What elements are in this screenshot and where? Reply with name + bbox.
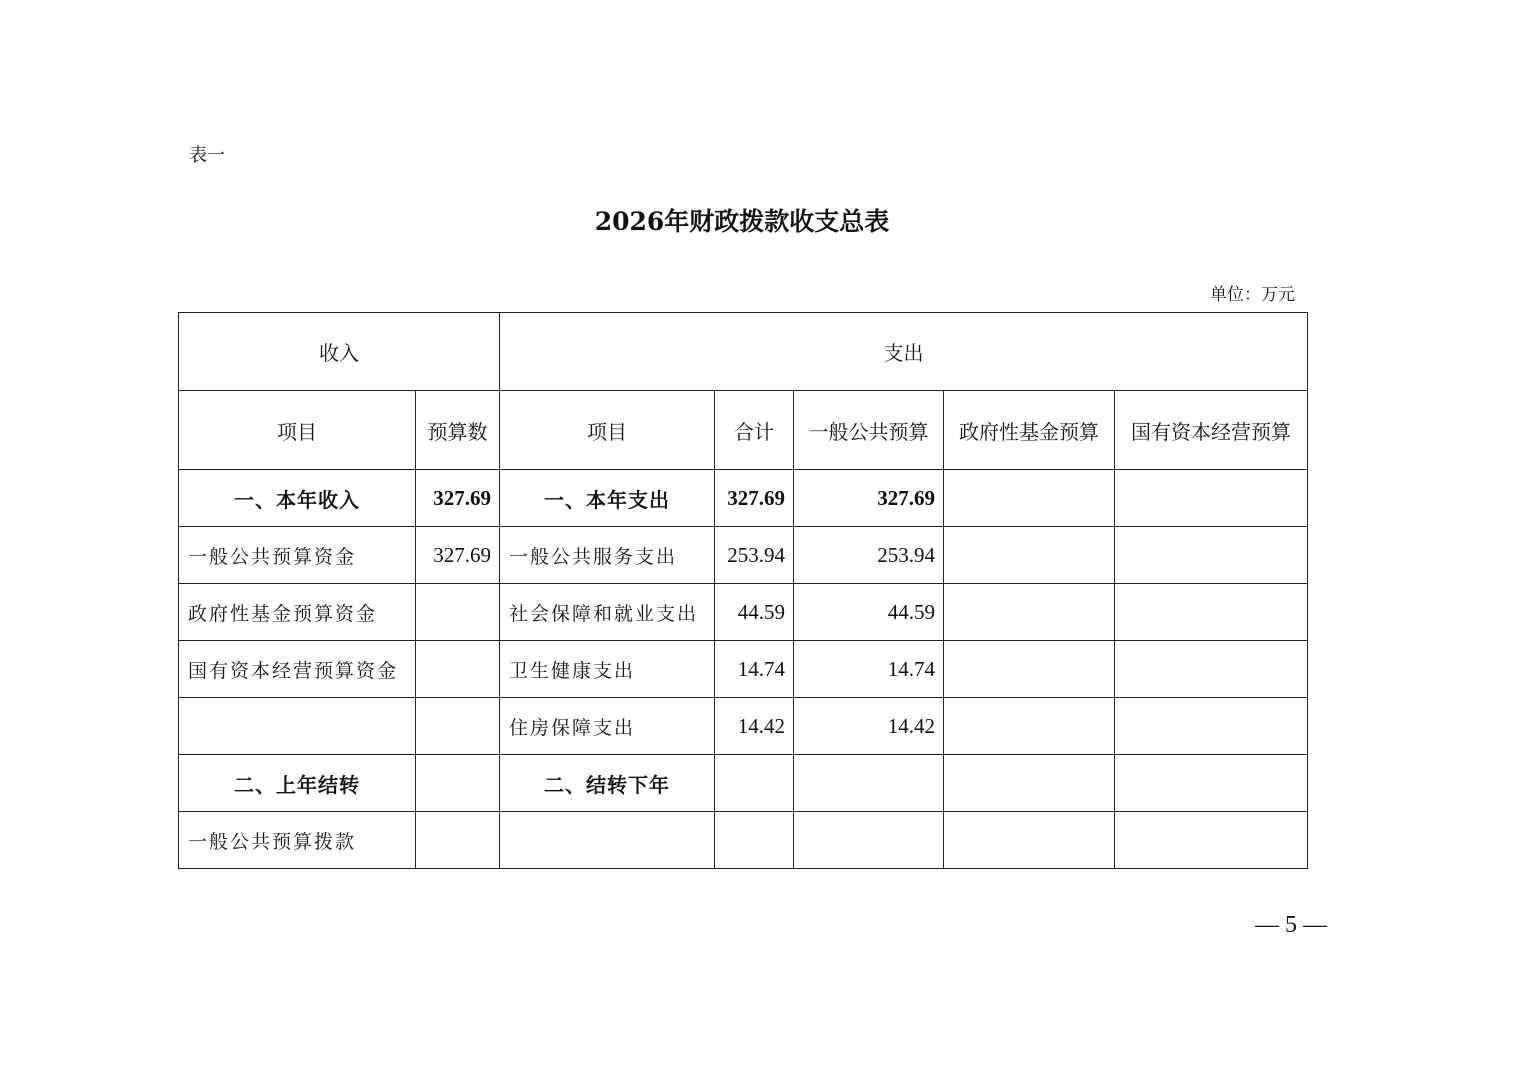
- general-public-budget-cell: 253.94: [794, 527, 944, 584]
- general-public-budget-cell: [794, 755, 944, 812]
- income-item-cell: 一、本年收入: [179, 470, 416, 527]
- income-budget-cell: [416, 812, 500, 869]
- income-budget-cell: 327.69: [416, 470, 500, 527]
- state-capital-budget-cell: [1115, 470, 1308, 527]
- income-budget-cell: 327.69: [416, 527, 500, 584]
- table-row: [179, 698, 1308, 755]
- state-capital-budget-cell: [1115, 755, 1308, 812]
- total-cell: 14.74: [715, 641, 794, 698]
- income-group-header: 收入: [179, 313, 500, 391]
- table-label: 表一: [189, 145, 225, 166]
- general-public-budget-cell: 44.59: [794, 584, 944, 641]
- income-item-cell: 二、上年结转: [179, 755, 416, 812]
- total-cell: 327.69: [715, 470, 794, 527]
- expense-item-cell: 一般公共服务支出: [500, 527, 715, 584]
- col-header-government-fund-budget: 政府性基金预算: [944, 391, 1115, 470]
- table-row: [179, 812, 1308, 869]
- income-item-cell: 一般公共预算资金: [179, 527, 416, 584]
- table-row: [179, 755, 1308, 812]
- col-header-total: 合计: [715, 391, 794, 470]
- expense-item-cell: 住房保障支出: [500, 698, 715, 755]
- income-budget-cell: [416, 698, 500, 755]
- col-header-income-item: 项目: [179, 391, 416, 470]
- income-item-cell: 政府性基金预算资金: [179, 584, 416, 641]
- government-fund-budget-cell: [944, 698, 1115, 755]
- expense-item-cell: [500, 812, 715, 869]
- table-row: [179, 527, 1308, 584]
- col-header-state-capital-budget: 国有资本经营预算: [1115, 391, 1308, 470]
- col-header-expense-item: 项目: [500, 391, 715, 470]
- government-fund-budget-cell: [944, 755, 1115, 812]
- total-cell: 14.42: [715, 698, 794, 755]
- income-item-cell: 一般公共预算拨款: [179, 812, 416, 869]
- income-budget-cell: [416, 755, 500, 812]
- general-public-budget-cell: 327.69: [794, 470, 944, 527]
- income-budget-cell: [416, 584, 500, 641]
- income-item-cell: 国有资本经营预算资金: [179, 641, 416, 698]
- expense-item-cell: 卫生健康支出: [500, 641, 715, 698]
- state-capital-budget-cell: [1115, 812, 1308, 869]
- group-header-row: [179, 313, 1308, 391]
- income-item-cell: [179, 698, 416, 755]
- page-number: — 5 —: [1255, 912, 1327, 938]
- col-header-income-budget: 预算数: [416, 391, 500, 470]
- table-row: [179, 470, 1308, 527]
- general-public-budget-cell: 14.42: [794, 698, 944, 755]
- government-fund-budget-cell: [944, 812, 1115, 869]
- expense-item-cell: 社会保障和就业支出: [500, 584, 715, 641]
- total-cell: 253.94: [715, 527, 794, 584]
- state-capital-budget-cell: [1115, 584, 1308, 641]
- government-fund-budget-cell: [944, 470, 1115, 527]
- expense-group-header: 支出: [500, 313, 1308, 391]
- government-fund-budget-cell: [944, 641, 1115, 698]
- state-capital-budget-cell: [1115, 527, 1308, 584]
- general-public-budget-cell: [794, 812, 944, 869]
- state-capital-budget-cell: [1115, 641, 1308, 698]
- table-row: [179, 641, 1308, 698]
- unit-note: 单位：万元: [1210, 285, 1295, 305]
- document-title: 2026年财政拨款收支总表: [594, 207, 890, 236]
- column-header-row: [179, 391, 1308, 470]
- government-fund-budget-cell: [944, 527, 1115, 584]
- government-fund-budget-cell: [944, 584, 1115, 641]
- budget-table: [178, 312, 1308, 869]
- total-cell: 44.59: [715, 584, 794, 641]
- total-cell: [715, 755, 794, 812]
- col-header-general-public-budget: 一般公共预算: [794, 391, 944, 470]
- expense-item-cell: 二、结转下年: [500, 755, 715, 812]
- state-capital-budget-cell: [1115, 698, 1308, 755]
- expense-item-cell: 一、本年支出: [500, 470, 715, 527]
- total-cell: [715, 812, 794, 869]
- table-row: [179, 584, 1308, 641]
- general-public-budget-cell: 14.74: [794, 641, 944, 698]
- income-budget-cell: [416, 641, 500, 698]
